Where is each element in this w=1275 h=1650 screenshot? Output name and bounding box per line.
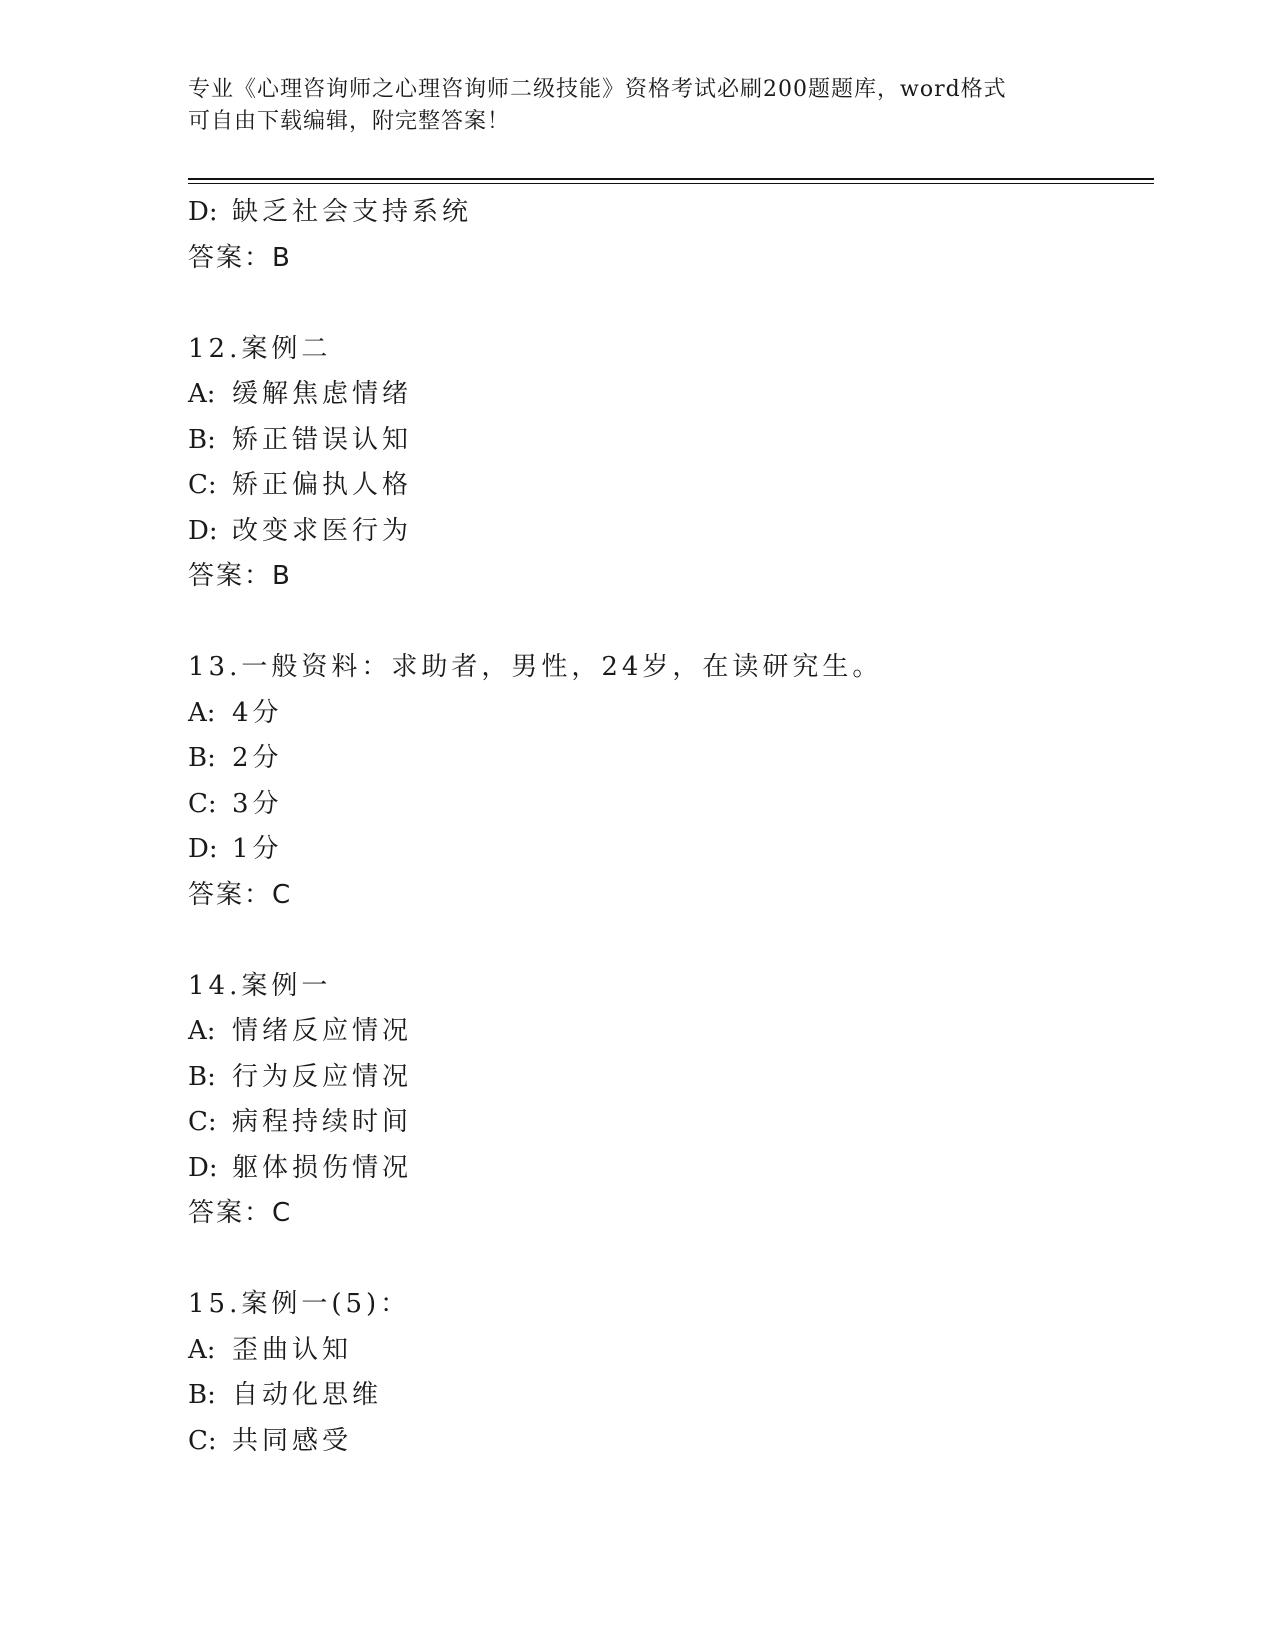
option-b — [188, 418, 1148, 464]
option-b — [188, 1055, 1148, 1101]
spacer — [188, 600, 1148, 646]
question-stem: 14.案例一 — [188, 970, 332, 1001]
option-text: 缺乏社会支持系统 — [232, 197, 473, 227]
option-text: 2分 — [232, 743, 283, 773]
option-text: 共同感受 — [232, 1425, 353, 1456]
answer-line: 答案：C — [188, 879, 293, 910]
option-a — [188, 691, 1148, 737]
option-b — [188, 736, 1148, 782]
option-c — [188, 463, 1148, 509]
option-label: D: — [188, 834, 218, 864]
option-c — [188, 782, 1148, 828]
spacer — [188, 281, 1148, 327]
option-label: B: — [188, 1061, 216, 1092]
option-text: 1分 — [232, 834, 283, 864]
option-text: 病程持续时间 — [232, 1107, 413, 1137]
question-stem: 13.一般资料：求助者，男性，24岁，在读研究生。 — [188, 652, 883, 682]
option-label: B: — [188, 1380, 216, 1410]
option-text: 矫正偏执人格 — [232, 470, 413, 500]
option-text: 矫正错误认知 — [232, 424, 413, 455]
answer-line: 答案：C — [188, 1198, 293, 1228]
option-label: C: — [188, 788, 217, 819]
option-label: A: — [188, 697, 216, 728]
option-d — [188, 1146, 1148, 1192]
answer-line: 答案：B — [188, 242, 292, 273]
header-divider-thin — [188, 183, 1154, 184]
document-header — [188, 74, 1088, 138]
option-c — [188, 1100, 1148, 1146]
option-label: C: — [188, 1107, 217, 1137]
spacer — [188, 1237, 1148, 1283]
option-label: D: — [188, 197, 218, 227]
question-stem: 15.案例一(5)： — [188, 1289, 411, 1319]
option-label: C: — [188, 470, 217, 500]
spacer — [188, 918, 1148, 964]
option-label: A: — [188, 1016, 216, 1046]
question-list — [188, 190, 1148, 1464]
option-label: A: — [188, 379, 216, 409]
option-a — [188, 1009, 1148, 1055]
answer-line: 答案：B — [188, 561, 292, 591]
option-a — [188, 1328, 1148, 1374]
option-d — [188, 190, 1148, 236]
header-title-line-2: 可自由下载编辑，附完整答案！ — [188, 109, 511, 134]
option-text: 缓解焦虑情绪 — [232, 379, 413, 409]
option-label: B: — [188, 424, 216, 455]
option-text: 3分 — [232, 788, 283, 819]
option-text: 4分 — [232, 697, 283, 728]
option-text: 情绪反应情况 — [232, 1016, 413, 1046]
option-text: 行为反应情况 — [232, 1061, 413, 1092]
header-divider-thick — [188, 178, 1154, 180]
header-title-line-1: 专业《心理咨询师之心理咨询师二级技能》资格考试必刷200题题库，word格式 — [188, 77, 1007, 102]
option-text: 歪曲认知 — [232, 1334, 353, 1365]
option-label: C: — [188, 1425, 217, 1456]
option-label: D: — [188, 515, 218, 546]
option-label: A: — [188, 1334, 216, 1365]
option-a — [188, 372, 1148, 418]
option-c — [188, 1419, 1148, 1465]
option-label: D: — [188, 1152, 218, 1183]
option-b — [188, 1373, 1148, 1419]
option-d — [188, 509, 1148, 555]
option-text: 躯体损伤情况 — [232, 1152, 413, 1183]
question-stem: 12.案例二 — [188, 333, 332, 364]
option-text: 自动化思维 — [232, 1380, 383, 1410]
option-d — [188, 827, 1148, 873]
option-text: 改变求医行为 — [232, 515, 413, 546]
option-label: B: — [188, 743, 216, 773]
